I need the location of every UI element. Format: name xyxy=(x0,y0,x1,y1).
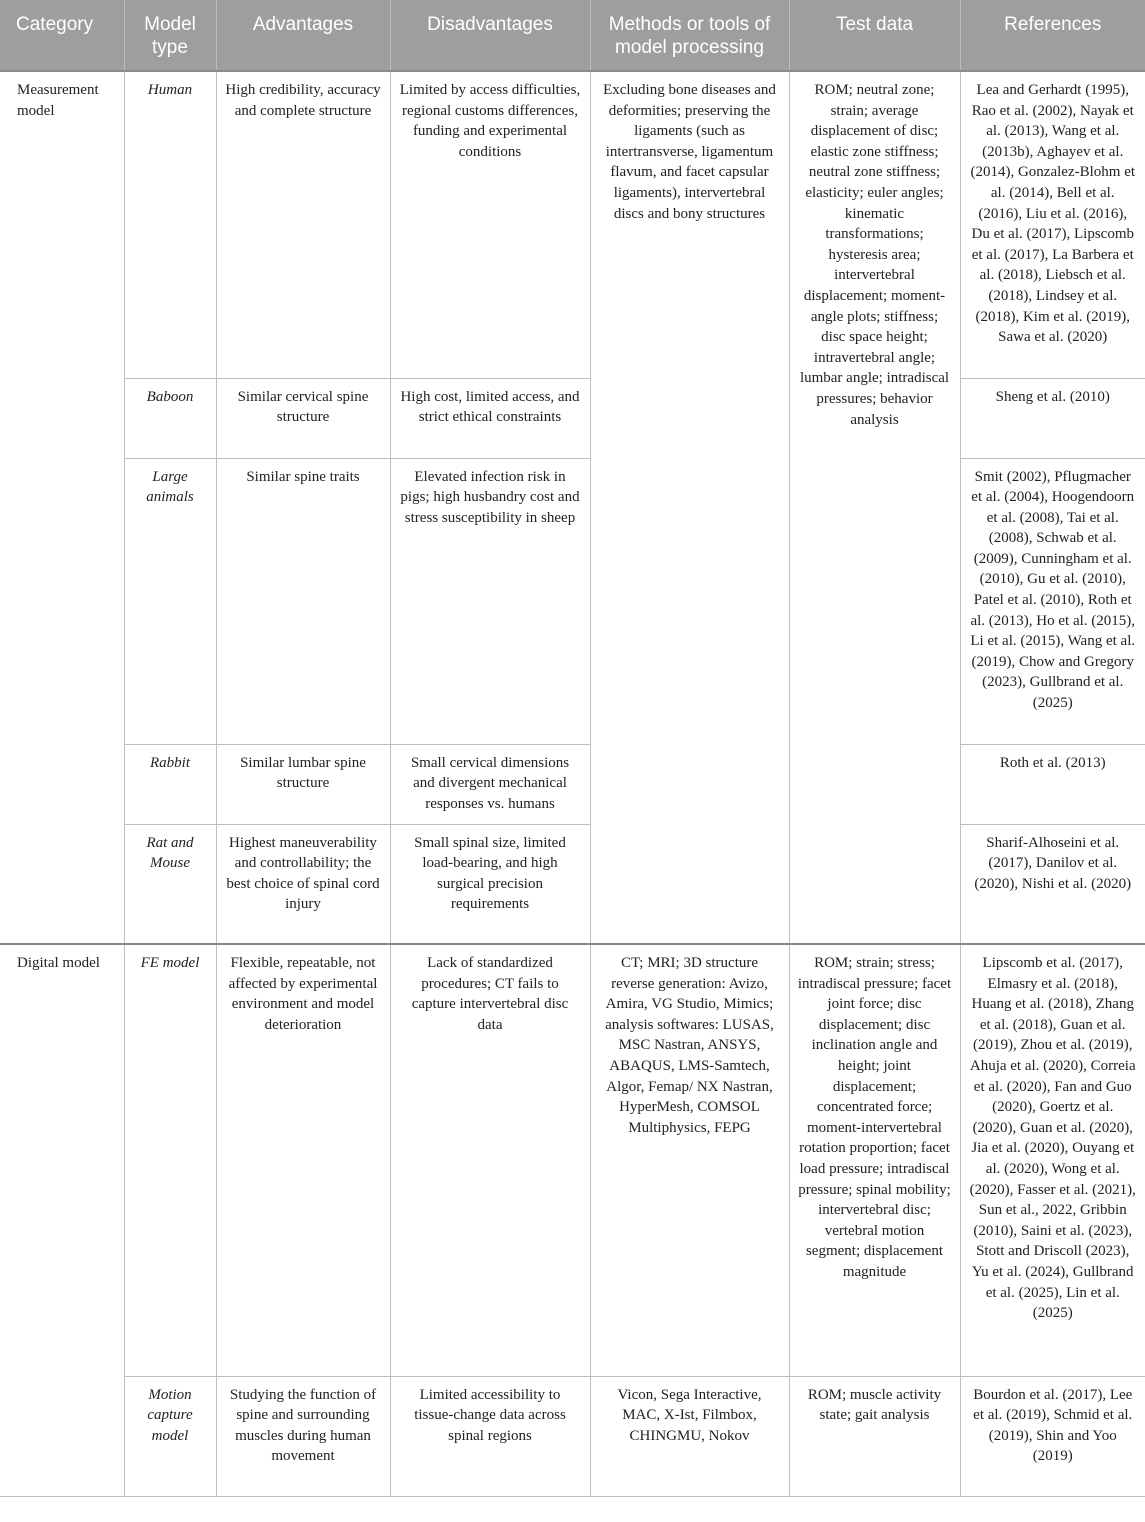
disadvantages-cell: High cost, limited access, and strict ethical constraints xyxy=(390,378,590,458)
table-row-rat-mouse xyxy=(0,824,1145,944)
advantages-cell: Similar lumbar spine structure xyxy=(216,744,390,824)
methods-cell: CT; MRI; 3D structure reverse generation: Avizo, Amira, VG Studio, Mimics; analysis softwares: LUSAS, MSC Nastran, ANSYS, ABAQUS, LMS-Samtech, Algor, Femap/ NX Nastran, HyperMesh, COMSOL Multiphysics, FEPG xyxy=(590,944,789,1376)
test-data-cell: ROM; strain; stress; intradiscal pressure; facet joint force; disc displacement; disc inclination angle and height; joint displacement; concentrated force; moment-intervertebral rotation proportion; facet load pressure; intradiscal pressure; spinal mobility; intervertebral disc; vertebral motion segment; displacement magnitude xyxy=(789,944,960,1376)
advantages-cell: Similar cervical spine structure xyxy=(216,378,390,458)
category-cell: Measurement model xyxy=(0,71,124,944)
model-type-cell: Human xyxy=(124,71,216,378)
disadvantages-cell: Lack of standardized procedures; CT fails to capture intervertebral disc data xyxy=(390,944,590,1376)
header-test-data: Test data xyxy=(789,0,960,71)
model-type-cell: Baboon xyxy=(124,378,216,458)
references-cell: Sharif-Alhoseini et al. (2017), Danilov et al. (2020), Nishi et al. (2020) xyxy=(960,824,1145,944)
references-cell: Roth et al. (2013) xyxy=(960,744,1145,824)
test-data-cell: ROM; muscle activity state; gait analysis xyxy=(789,1376,960,1496)
advantages-cell: Highest maneuverability and controllability; the best choice of spinal cord injury xyxy=(216,824,390,944)
header-disadvantages: Disadvantages xyxy=(390,0,590,71)
references-cell: Sheng et al. (2010) xyxy=(960,378,1145,458)
model-type-cell: Large animals xyxy=(124,458,216,744)
header-row xyxy=(0,0,1145,71)
model-type-cell: Rabbit xyxy=(124,744,216,824)
methods-cell: Excluding bone diseases and deformities; preserving the ligaments (such as intertransverse, ligamentum flavum, and facet capsular ligaments), intervertebral discs and bony structures xyxy=(590,71,789,944)
methods-cell: Vicon, Sega Interactive, MAC, X-Ist, Filmbox, CHINGMU, Nokov xyxy=(590,1376,789,1496)
model-type-cell: Motion capture model xyxy=(124,1376,216,1496)
disadvantages-cell: Limited by access difficulties, regional customs differences, funding and experimental conditions xyxy=(390,71,590,378)
disadvantages-cell: Small cervical dimensions and divergent mechanical responses vs. humans xyxy=(390,744,590,824)
header-category: Category xyxy=(0,0,124,71)
header-methods: Methods or tools of model processing xyxy=(590,0,789,71)
test-data-cell: ROM; neutral zone; strain; average displacement of disc; elastic zone stiffness; neutral zone stiffness; elasticity; euler angles; kinematic transformations; hysteresis area; intervertebral displacement; moment-angle plots; stiffness; disc space height; intravertebral angle; lumbar angle; intradiscal pressures; behavior analysis xyxy=(789,71,960,944)
table-row-large-animals xyxy=(0,458,1145,744)
header-model-type: Model type xyxy=(124,0,216,71)
advantages-cell: Studying the function of spine and surrounding muscles during human movement xyxy=(216,1376,390,1496)
disadvantages-cell: Limited accessibility to tissue-change data across spinal regions xyxy=(390,1376,590,1496)
category-cell: Digital model xyxy=(0,944,124,1496)
header-references: References xyxy=(960,0,1145,71)
table-row-motion-capture xyxy=(0,1376,1145,1496)
advantages-cell: Similar spine traits xyxy=(216,458,390,744)
disadvantages-cell: Small spinal size, limited load-bearing, and high surgical precision requirements xyxy=(390,824,590,944)
advantages-cell: High credibility, accuracy and complete structure xyxy=(216,71,390,378)
model-type-cell: FE model xyxy=(124,944,216,1376)
references-cell: Lipscomb et al. (2017), Elmasry et al. (2018), Huang et al. (2018), Zhang et al. (2018), Guan et al. (2019), Zhou et al. (2019), Ahuja et al. (2020), Correia et al. (2020), Fan and Guo (2020), Goertz et al. (2020), Guan et al. (2020), Jia et al. (2020), Ouyang et al. (2020), Wong et al. (2020), Fasser et al. (2021), Sun et al., 2022, Gribbin (2010), Saini et al. (2023), Stott and Driscoll (2023), Yu et al. (2024), Gullbrand et al. (2025), Lin et al. (2025) xyxy=(960,944,1145,1376)
references-cell: Smit (2002), Pflugmacher et al. (2004), Hoogendoorn et al. (2008), Tai et al. (2008), Schwab et al. (2009), Cunningham et al. (2010), Gu et al. (2010), Patel et al. (2010), Roth et al. (2013), Ho et al. (2015), Li et al. (2015), Wang et al. (2019), Chow and Gregory (2023), Gullbrand et al. (2025) xyxy=(960,458,1145,744)
header-advantages: Advantages xyxy=(216,0,390,71)
table-row-baboon xyxy=(0,378,1145,458)
references-cell: Lea and Gerhardt (1995), Rao et al. (2002), Nayak et al. (2013), Wang et al. (2013b), Aghayev et al. (2014), Gonzalez-Blohm et al. (2014), Bell et al. (2016), Liu et al. (2016), Du et al. (2017), Lipscomb et al. (2017), La Barbera et al. (2018), Liebsch et al. (2018), Lindsey et al. (2018), Kim et al. (2019), Sawa et al. (2020) xyxy=(960,71,1145,378)
advantages-cell: Flexible, repeatable, not affected by experimental environment and model deterioration xyxy=(216,944,390,1376)
table-row-rabbit xyxy=(0,744,1145,824)
disadvantages-cell: Elevated infection risk in pigs; high husbandry cost and stress susceptibility in sheep xyxy=(390,458,590,744)
model-type-cell: Rat and Mouse xyxy=(124,824,216,944)
references-cell: Bourdon et al. (2017), Lee et al. (2019), Schmid et al. (2019), Shin and Yoo (2019) xyxy=(960,1376,1145,1496)
table-row-fe-model xyxy=(0,944,1145,1376)
table-row-human xyxy=(0,71,1145,378)
